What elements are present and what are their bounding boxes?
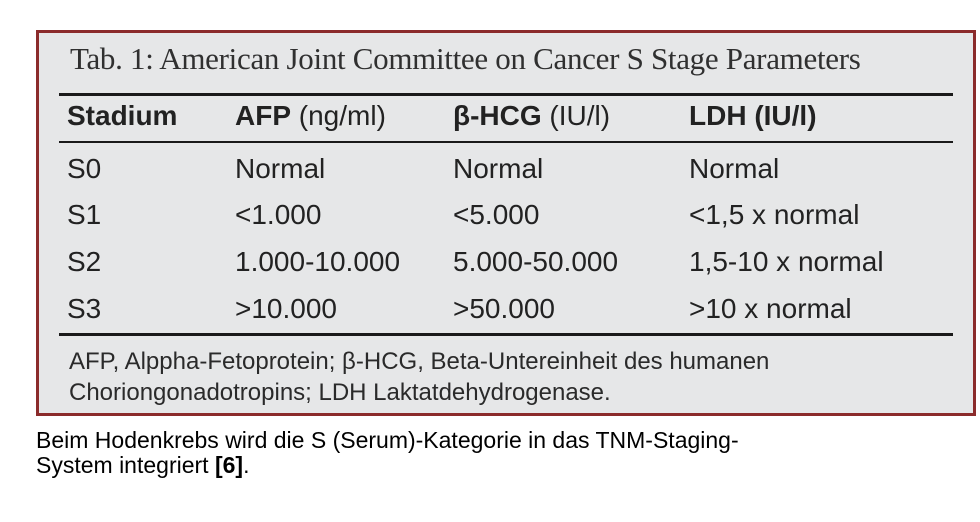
body-line: System integriert [6]. bbox=[36, 452, 250, 478]
cell-hcg: 5.000-50.000 bbox=[453, 246, 619, 277]
cell-hcg: <5.000 bbox=[453, 199, 540, 230]
footnote-line: AFP, Alppha-Fetoprotein; β-HCG, Beta-Untereinheit des humanen bbox=[69, 348, 770, 375]
table-row bbox=[39, 246, 973, 292]
cell-stage: S2 bbox=[67, 246, 102, 277]
cell-stage: S0 bbox=[67, 153, 102, 184]
cell-afp: 1.000-10.000 bbox=[235, 246, 401, 277]
body-line: Beim Hodenkrebs wird die S (Serum)-Kategorie in das TNM-Staging- bbox=[36, 427, 739, 453]
table-row bbox=[39, 153, 973, 199]
footnote-line: Choriongonadotropins; LDH Laktatdehydrogenase. bbox=[69, 379, 611, 406]
cell-hcg: Normal bbox=[453, 153, 544, 184]
cell-hcg: >50.000 bbox=[453, 293, 555, 324]
table-footnote bbox=[69, 346, 949, 408]
table-header-row bbox=[39, 100, 973, 146]
citation-reference: [6] bbox=[214, 452, 244, 478]
cell-stage: S3 bbox=[67, 293, 102, 324]
cell-ldh: >10 x normal bbox=[689, 293, 852, 324]
cell-afp: Normal bbox=[235, 153, 326, 184]
cell-afp: <1.000 bbox=[235, 199, 322, 230]
stage-parameters-table bbox=[36, 30, 976, 416]
header-hcg: β-HCG (IU/l) bbox=[453, 100, 611, 131]
header-ldh: LDH (IU/l) bbox=[689, 100, 817, 131]
table-caption: Tab. 1: American Joint Committee on Cancer S Stage Parameters bbox=[70, 41, 861, 76]
cell-ldh: <1,5 x normal bbox=[689, 199, 860, 230]
table-row bbox=[39, 199, 973, 245]
body-paragraph bbox=[36, 428, 739, 478]
header-stadium: Stadium bbox=[67, 100, 178, 131]
cell-afp: >10.000 bbox=[235, 293, 337, 324]
table-header-rule bbox=[59, 141, 953, 143]
table-bottom-rule bbox=[59, 333, 953, 336]
cell-ldh: 1,5-10 x normal bbox=[689, 246, 884, 277]
table-top-rule bbox=[59, 93, 953, 96]
header-afp: AFP (ng/ml) bbox=[235, 100, 386, 131]
cell-stage: S1 bbox=[67, 199, 102, 230]
cell-ldh: Normal bbox=[689, 153, 780, 184]
